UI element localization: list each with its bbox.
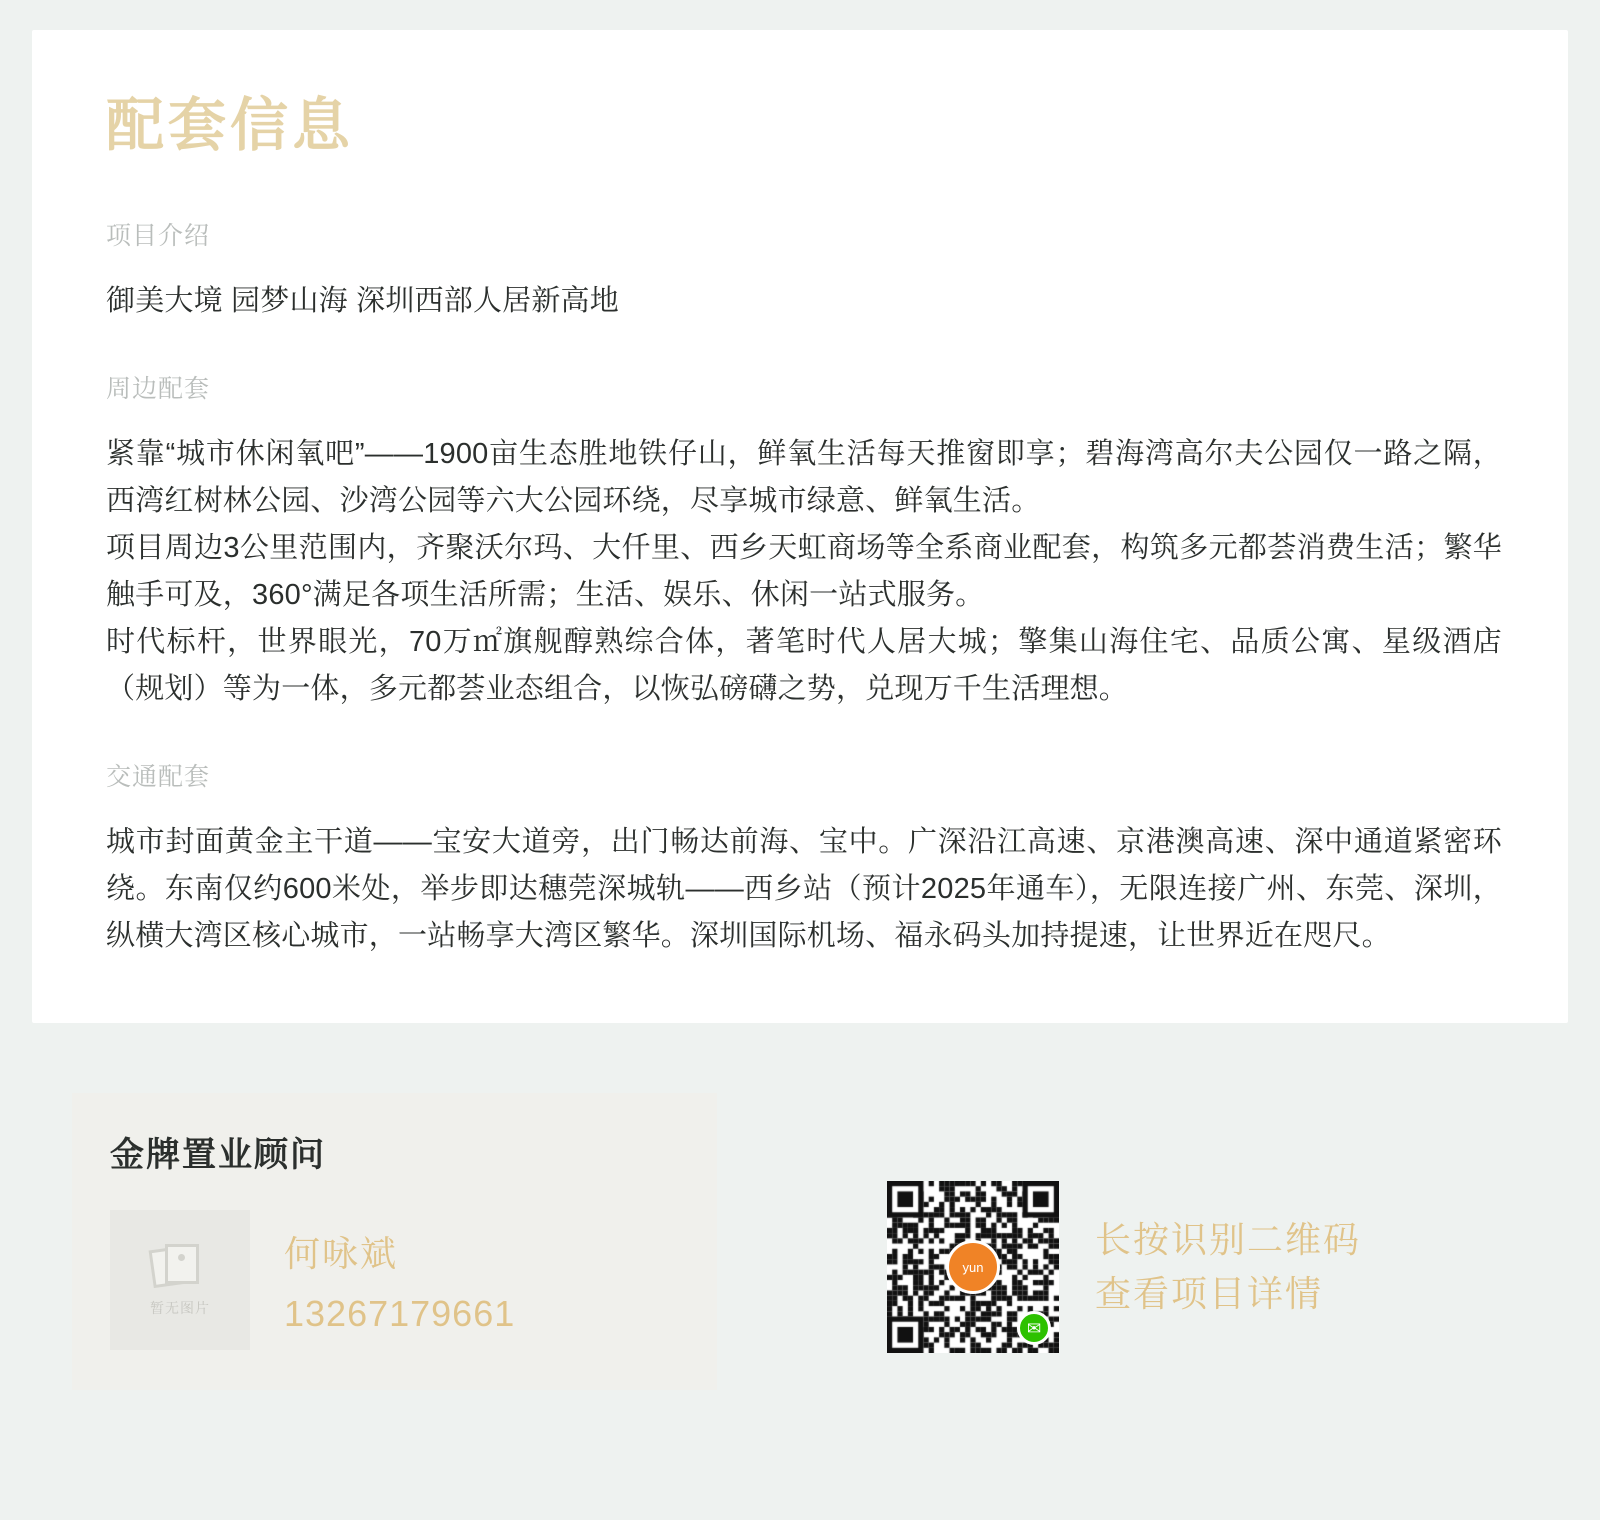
qr-caption-line2: 查看项目详情: [1095, 1273, 1324, 1315]
page-title: 配套信息: [106, 93, 355, 158]
paragraph: 紧靠“城市休闲氧吧”——1900亩生态胜地铁仔山，鲜氧生活每天推窗即享；碧海湾高尔夫公园仅一路之隔，西湾红树林公园、沙湾公园等六大公园环绕，尽享城市绿意、鲜氧生活。: [106, 437, 1502, 517]
footer: [0, 1093, 1600, 1450]
section-label: 交通配套: [106, 762, 211, 791]
section-label: 项目介绍: [106, 221, 211, 250]
agent-contact: [284, 1226, 515, 1335]
qr-caption: [1095, 1213, 1361, 1321]
paragraph: 时代标杆，世界眼光，70万㎡旗舰醇熟综合体，著笔时代人居大城；擎集山海住宅、品质公寓、星级酒店（规划）等为一体，多元都荟业态组合，以恢弘磅礴之势，兑现万千生活理想。: [106, 625, 1502, 705]
top-spacer: [0, 0, 1600, 30]
image-placeholder-icon: [151, 1242, 209, 1288]
paragraph: 御美大境 园梦山海 深圳西部人居新高地: [106, 284, 619, 317]
section-body: [106, 431, 1524, 713]
card-footer-spacer: [0, 1023, 1600, 1093]
section-project-intro: [106, 216, 1524, 325]
agent-phone[interactable]: 13267179661: [284, 1292, 516, 1334]
wechat-icon: ✉: [1017, 1311, 1051, 1345]
agent-avatar-placeholder: [110, 1210, 250, 1350]
qr-block: [887, 1181, 1361, 1353]
qr-center-logo: yun: [946, 1240, 1000, 1294]
section-label: 周边配套: [106, 374, 211, 403]
agent-card-title: 金牌置业顾问: [110, 1136, 326, 1175]
facilities-card: [32, 30, 1568, 1023]
qr-caption-line1: 长按识别二维码: [1095, 1219, 1362, 1261]
section-surrounding-facilities: [106, 369, 1524, 713]
section-body: [106, 278, 1524, 325]
paragraph: 项目周边3公里范围内，齐聚沃尔玛、大仟里、西乡天虹商场等全系商业配套，构筑多元都荟消费生活；繁华触手可及，360°满足各项生活所需；生活、娱乐、休闲一站式服务。: [106, 531, 1502, 611]
agent-name: 何咏斌: [284, 1232, 399, 1274]
section-transportation: [106, 757, 1524, 960]
paragraph: 城市封面黄金主干道——宝安大道旁，出门畅达前海、宝中。广深沿江高速、京港澳高速、深中通道紧密环绕。东南仅约600米处，举步即达穗莞深城轨——西乡站（预计2025年通车），无限连接广州、东莞、深圳，纵横大湾区核心城市，一站畅享大湾区繁华。深圳国际机场、福永码头加持提速，让世界近在咫尺。: [106, 825, 1502, 952]
qr-code[interactable]: [887, 1181, 1059, 1353]
avatar-placeholder-caption: 暂无图片: [150, 1300, 210, 1317]
agent-card: [72, 1093, 717, 1390]
agent-row: [110, 1210, 679, 1350]
section-body: [106, 819, 1524, 960]
